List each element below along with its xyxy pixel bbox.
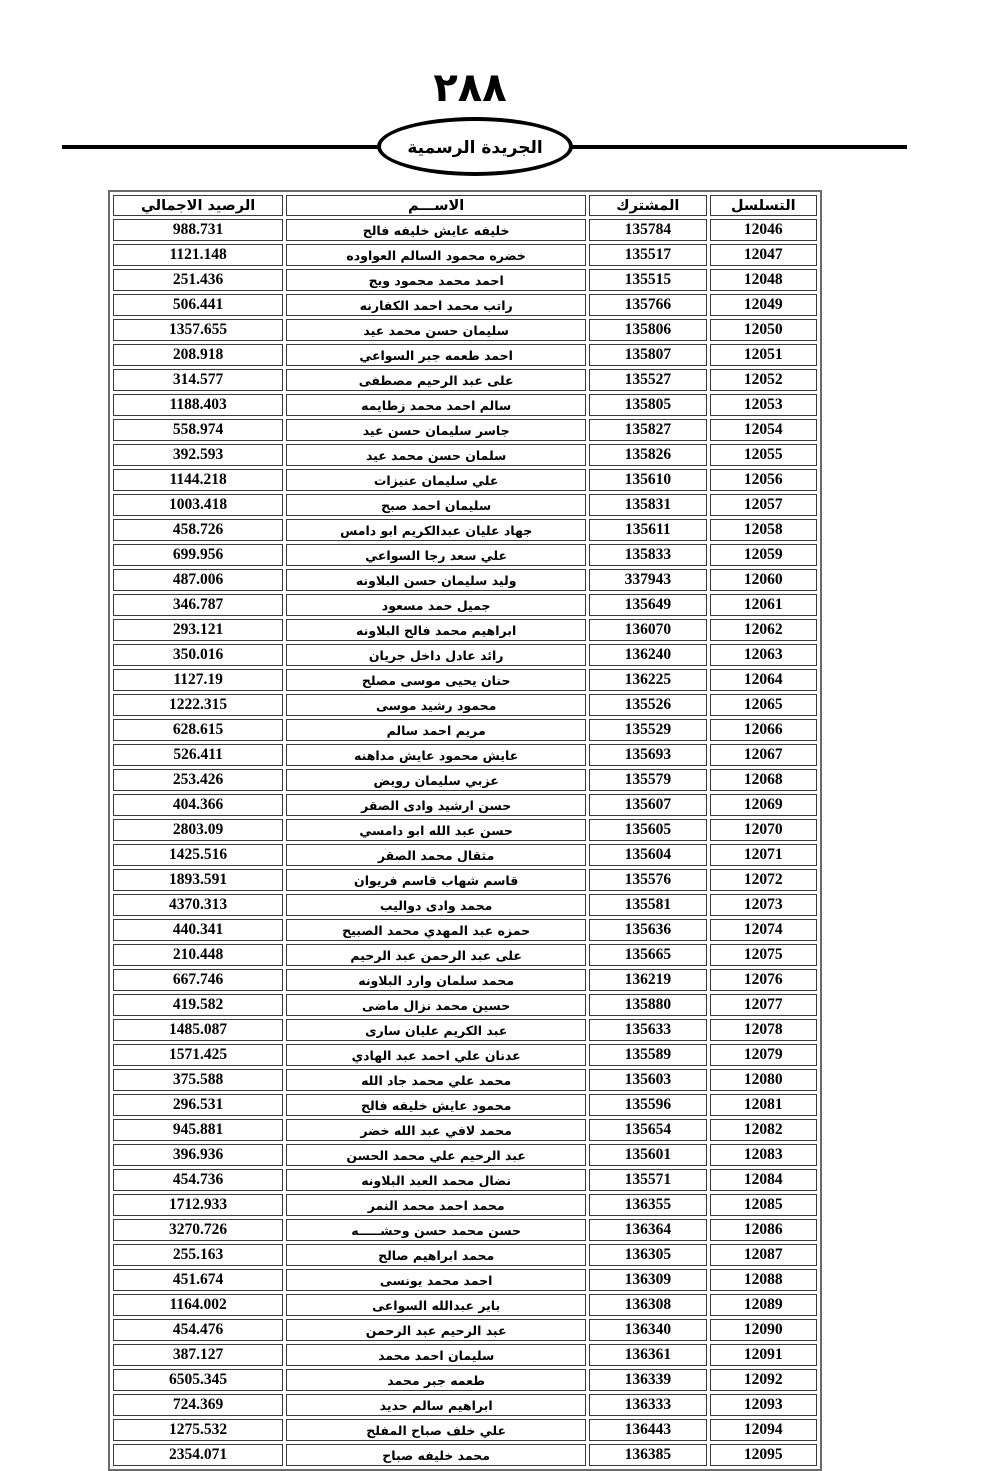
balance-cell: 387.127 <box>113 1344 283 1366</box>
name-cell: احمد محمد محمود ويج <box>286 269 586 291</box>
balance-cell: 1485.087 <box>113 1019 283 1041</box>
table-row <box>113 1094 817 1116</box>
subscriber-cell: 136225 <box>589 669 707 691</box>
subscriber-cell: 135603 <box>589 1069 707 1091</box>
balance-cell: 724.369 <box>113 1394 283 1416</box>
name-cell: احمد محمد يونسى <box>286 1269 586 1291</box>
records-table-header <box>113 195 817 216</box>
serial-cell: 12092 <box>710 1369 817 1391</box>
name-cell: محمد ابراهيم صالح <box>286 1244 586 1266</box>
name-cell: حمزه عبد المهدي محمد الصبيح <box>286 919 586 941</box>
table-row <box>113 444 817 466</box>
name-cell: قاسم شهاب قاسم فريوان <box>286 869 586 891</box>
serial-cell: 12047 <box>710 244 817 266</box>
balance-cell: 667.746 <box>113 969 283 991</box>
serial-cell: 12093 <box>710 1394 817 1416</box>
balance-cell: 296.531 <box>113 1094 283 1116</box>
name-cell: عبد الكريم عليان سارى <box>286 1019 586 1041</box>
subscriber-cell: 135605 <box>589 819 707 841</box>
serial-cell: 12095 <box>710 1444 817 1466</box>
subscriber-cell: 135807 <box>589 344 707 366</box>
serial-cell: 12088 <box>710 1269 817 1291</box>
balance-cell: 1121.148 <box>113 244 283 266</box>
name-cell: عزبي سليمان رويض <box>286 769 586 791</box>
balance-cell: 526.411 <box>113 744 283 766</box>
subscriber-cell: 135649 <box>589 594 707 616</box>
serial-cell: 12086 <box>710 1219 817 1241</box>
table-row <box>113 1244 817 1266</box>
name-cell: ابراهيم سالم حديد <box>286 1394 586 1416</box>
subscriber-cell: 135665 <box>589 944 707 966</box>
table-row <box>113 1069 817 1091</box>
table-row <box>113 844 817 866</box>
header-subscriber: المشترك <box>589 195 707 216</box>
name-cell: محمد احمد محمد النمر <box>286 1194 586 1216</box>
table-row <box>113 669 817 691</box>
serial-cell: 12069 <box>710 794 817 816</box>
balance-cell: 1571.425 <box>113 1044 283 1066</box>
name-cell: حسن محمد حسن وحشـــــه <box>286 1219 586 1241</box>
serial-cell: 12075 <box>710 944 817 966</box>
table-row <box>113 619 817 641</box>
name-cell: وليد سليمان حسن البلاونه <box>286 569 586 591</box>
subscriber-cell: 135827 <box>589 419 707 441</box>
name-cell: خضره محمود السالم العواوده <box>286 244 586 266</box>
name-cell: علي خلف صباح المفلح <box>286 1419 586 1441</box>
subscriber-cell: 135833 <box>589 544 707 566</box>
subscriber-cell: 135826 <box>589 444 707 466</box>
name-cell: سلمان حسن محمد عيد <box>286 444 586 466</box>
records-tbody <box>113 219 817 1466</box>
serial-cell: 12066 <box>710 719 817 741</box>
gazette-title-ellipse <box>377 117 573 176</box>
balance-cell: 945.881 <box>113 1119 283 1141</box>
subscriber-cell: 135654 <box>589 1119 707 1141</box>
subscriber-cell: 135529 <box>589 719 707 741</box>
subscriber-cell: 135576 <box>589 869 707 891</box>
balance-cell: 451.674 <box>113 1269 283 1291</box>
balance-cell: 458.726 <box>113 519 283 541</box>
subscriber-cell: 136339 <box>589 1369 707 1391</box>
table-row <box>113 544 817 566</box>
subscriber-cell: 337943 <box>589 569 707 591</box>
balance-cell: 1003.418 <box>113 494 283 516</box>
serial-cell: 12087 <box>710 1244 817 1266</box>
table-row <box>113 569 817 591</box>
subscriber-cell: 136309 <box>589 1269 707 1291</box>
table-row <box>113 319 817 341</box>
name-cell: طعمه جبر محمد <box>286 1369 586 1391</box>
balance-cell: 396.936 <box>113 1144 283 1166</box>
gazette-title: الجريدة الرسمية <box>407 137 543 158</box>
serial-cell: 12057 <box>710 494 817 516</box>
table-row <box>113 1294 817 1316</box>
balance-cell: 1893.591 <box>113 869 283 891</box>
balance-cell: 1127.19 <box>113 669 283 691</box>
serial-cell: 12060 <box>710 569 817 591</box>
serial-cell: 12072 <box>710 869 817 891</box>
serial-cell: 12061 <box>710 594 817 616</box>
subscriber-cell: 136219 <box>589 969 707 991</box>
name-cell: عدنان علي احمد عبد الهادي <box>286 1044 586 1066</box>
balance-cell: 350.016 <box>113 644 283 666</box>
balance-cell: 253.426 <box>113 769 283 791</box>
subscriber-cell: 136240 <box>589 644 707 666</box>
table-row <box>113 1394 817 1416</box>
balance-cell: 1188.403 <box>113 394 283 416</box>
balance-cell: 3270.726 <box>113 1219 283 1241</box>
table-row <box>113 969 817 991</box>
serial-cell: 12073 <box>710 894 817 916</box>
subscriber-cell: 135766 <box>589 294 707 316</box>
page-number: ٢٨٨ <box>433 65 507 111</box>
table-row <box>113 919 817 941</box>
subscriber-cell: 135805 <box>589 394 707 416</box>
balance-cell: 628.615 <box>113 719 283 741</box>
balance-cell: 208.918 <box>113 344 283 366</box>
serial-cell: 12079 <box>710 1044 817 1066</box>
balance-cell: 454.476 <box>113 1319 283 1341</box>
subscriber-cell: 135517 <box>589 244 707 266</box>
balance-cell: 375.588 <box>113 1069 283 1091</box>
table-row <box>113 1019 817 1041</box>
subscriber-cell: 136385 <box>589 1444 707 1466</box>
name-cell: جميل حمد مسعود <box>286 594 586 616</box>
subscriber-cell: 136308 <box>589 1294 707 1316</box>
balance-cell: 251.436 <box>113 269 283 291</box>
subscriber-cell: 135596 <box>589 1094 707 1116</box>
serial-cell: 12056 <box>710 469 817 491</box>
name-cell: سليمان احمد صبح <box>286 494 586 516</box>
header-balance: الرصيد الاجمالي <box>113 195 283 216</box>
serial-cell: 12085 <box>710 1194 817 1216</box>
serial-cell: 12077 <box>710 994 817 1016</box>
subscriber-cell: 135581 <box>589 894 707 916</box>
table-row <box>113 944 817 966</box>
table-row <box>113 1119 817 1141</box>
name-cell: احمد طعمه جبر السواعي <box>286 344 586 366</box>
name-cell: خليفه عايش خليفه فالح <box>286 219 586 241</box>
subscriber-cell: 135604 <box>589 844 707 866</box>
serial-cell: 12067 <box>710 744 817 766</box>
balance-cell: 1712.933 <box>113 1194 283 1216</box>
balance-cell: 293.121 <box>113 619 283 641</box>
serial-cell: 12062 <box>710 619 817 641</box>
name-cell: جهاد عليان عبدالكريم ابو دامس <box>286 519 586 541</box>
subscriber-cell: 136340 <box>589 1319 707 1341</box>
table-row <box>113 1419 817 1441</box>
header-row <box>113 195 817 216</box>
table-row <box>113 819 817 841</box>
name-cell: سالم احمد محمد زطايمه <box>286 394 586 416</box>
subscriber-cell: 136355 <box>589 1194 707 1216</box>
subscriber-cell: 135693 <box>589 744 707 766</box>
serial-cell: 12084 <box>710 1169 817 1191</box>
balance-cell: 346.787 <box>113 594 283 616</box>
name-cell: مثقال محمد الصقر <box>286 844 586 866</box>
balance-cell: 255.163 <box>113 1244 283 1266</box>
name-cell: رائد عادل داخل جريان <box>286 644 586 666</box>
table-row <box>113 219 817 241</box>
subscriber-cell: 136443 <box>589 1419 707 1441</box>
balance-cell: 4370.313 <box>113 894 283 916</box>
serial-cell: 12051 <box>710 344 817 366</box>
table-row <box>113 244 817 266</box>
balance-cell: 2803.09 <box>113 819 283 841</box>
balance-cell: 1275.532 <box>113 1419 283 1441</box>
subscriber-cell: 136070 <box>589 619 707 641</box>
balance-cell: 2354.071 <box>113 1444 283 1466</box>
serial-cell: 12070 <box>710 819 817 841</box>
balance-cell: 440.341 <box>113 919 283 941</box>
table-row <box>113 794 817 816</box>
balance-cell: 1222.315 <box>113 694 283 716</box>
balance-cell: 1164.002 <box>113 1294 283 1316</box>
name-cell: سليمان احمد محمد <box>286 1344 586 1366</box>
table-row <box>113 1444 817 1466</box>
name-cell: عايش محمود عايش مداهنه <box>286 744 586 766</box>
serial-cell: 12082 <box>710 1119 817 1141</box>
records-table <box>108 190 822 1471</box>
subscriber-cell: 135611 <box>589 519 707 541</box>
serial-cell: 12090 <box>710 1319 817 1341</box>
table-row <box>113 1344 817 1366</box>
name-cell: عبد الرحيم عبد الرحمن <box>286 1319 586 1341</box>
serial-cell: 12050 <box>710 319 817 341</box>
name-cell: حسن ارشيد وادى الصقر <box>286 794 586 816</box>
serial-cell: 12071 <box>710 844 817 866</box>
name-cell: عبد الرحيم علي محمد الحسن <box>286 1144 586 1166</box>
serial-cell: 12048 <box>710 269 817 291</box>
balance-cell: 314.577 <box>113 369 283 391</box>
name-cell: محمود رشيد موسى <box>286 694 586 716</box>
subscriber-cell: 135526 <box>589 694 707 716</box>
table-row <box>113 519 817 541</box>
table-row <box>113 719 817 741</box>
table-row <box>113 1369 817 1391</box>
name-cell: حسين محمد نزال ماضى <box>286 994 586 1016</box>
serial-cell: 12049 <box>710 294 817 316</box>
table-row <box>113 344 817 366</box>
balance-cell: 6505.345 <box>113 1369 283 1391</box>
name-cell: مريم احمد سالم <box>286 719 586 741</box>
table-row <box>113 869 817 891</box>
subscriber-cell: 135589 <box>589 1044 707 1066</box>
serial-cell: 12052 <box>710 369 817 391</box>
subscriber-cell: 136364 <box>589 1219 707 1241</box>
table-row <box>113 894 817 916</box>
table-row <box>113 1044 817 1066</box>
table-row <box>113 644 817 666</box>
name-cell: محمد وادى دواليب <box>286 894 586 916</box>
serial-cell: 12068 <box>710 769 817 791</box>
subscriber-cell: 135579 <box>589 769 707 791</box>
subscriber-cell: 135607 <box>589 794 707 816</box>
name-cell: محمود عايش خليفه فالح <box>286 1094 586 1116</box>
balance-cell: 454.736 <box>113 1169 283 1191</box>
serial-cell: 12076 <box>710 969 817 991</box>
table-row <box>113 1194 817 1216</box>
balance-cell: 487.006 <box>113 569 283 591</box>
serial-cell: 12078 <box>710 1019 817 1041</box>
table-row <box>113 1319 817 1341</box>
table-row <box>113 694 817 716</box>
name-cell: محمد خليفه صباح <box>286 1444 586 1466</box>
table-row <box>113 269 817 291</box>
header-serial: التسلسل <box>710 195 817 216</box>
name-cell: باير عبدالله السواعى <box>286 1294 586 1316</box>
balance-cell: 988.731 <box>113 219 283 241</box>
name-cell: حسن عبد الله ابو دامسي <box>286 819 586 841</box>
name-cell: ابراهيم محمد فالح البلاونه <box>286 619 586 641</box>
subscriber-cell: 135527 <box>589 369 707 391</box>
name-cell: راتب محمد احمد الكفارنه <box>286 294 586 316</box>
serial-cell: 12063 <box>710 644 817 666</box>
serial-cell: 12089 <box>710 1294 817 1316</box>
table-row <box>113 1269 817 1291</box>
balance-cell: 210.448 <box>113 944 283 966</box>
subscriber-cell: 135571 <box>589 1169 707 1191</box>
name-cell: على عبد الرحيم مصطفى <box>286 369 586 391</box>
serial-cell: 12065 <box>710 694 817 716</box>
table-row <box>113 744 817 766</box>
balance-cell: 419.582 <box>113 994 283 1016</box>
name-cell: محمد سلمان وارد البلاونه <box>286 969 586 991</box>
subscriber-cell: 135880 <box>589 994 707 1016</box>
table-row <box>113 1169 817 1191</box>
subscriber-cell: 136333 <box>589 1394 707 1416</box>
serial-cell: 12054 <box>710 419 817 441</box>
balance-cell: 392.593 <box>113 444 283 466</box>
subscriber-cell: 135633 <box>589 1019 707 1041</box>
name-cell: على عبد الرحمن عبد الرحيم <box>286 944 586 966</box>
table-row <box>113 594 817 616</box>
table-row <box>113 294 817 316</box>
subscriber-cell: 135784 <box>589 219 707 241</box>
balance-cell: 1144.218 <box>113 469 283 491</box>
balance-cell: 558.974 <box>113 419 283 441</box>
balance-cell: 404.366 <box>113 794 283 816</box>
name-cell: محمد علي محمد جاد الله <box>286 1069 586 1091</box>
subscriber-cell: 136305 <box>589 1244 707 1266</box>
serial-cell: 12074 <box>710 919 817 941</box>
serial-cell: 12058 <box>710 519 817 541</box>
subscriber-cell: 135636 <box>589 919 707 941</box>
table-row <box>113 994 817 1016</box>
balance-cell: 1357.655 <box>113 319 283 341</box>
serial-cell: 12083 <box>710 1144 817 1166</box>
serial-cell: 12059 <box>710 544 817 566</box>
serial-cell: 12046 <box>710 219 817 241</box>
table-row <box>113 394 817 416</box>
table-row <box>113 469 817 491</box>
serial-cell: 12064 <box>710 669 817 691</box>
name-cell: حنان يحيى موسى مصلح <box>286 669 586 691</box>
subscriber-cell: 135831 <box>589 494 707 516</box>
serial-cell: 12080 <box>710 1069 817 1091</box>
header-name: الاســـم <box>286 195 586 216</box>
subscriber-cell: 135515 <box>589 269 707 291</box>
table-row <box>113 769 817 791</box>
subscriber-cell: 136361 <box>589 1344 707 1366</box>
subscriber-cell: 135610 <box>589 469 707 491</box>
name-cell: نضال محمد العبد البلاونه <box>286 1169 586 1191</box>
name-cell: جاسر سليمان حسن عيد <box>286 419 586 441</box>
serial-cell: 12053 <box>710 394 817 416</box>
subscriber-cell: 135601 <box>589 1144 707 1166</box>
balance-cell: 699.956 <box>113 544 283 566</box>
serial-cell: 12094 <box>710 1419 817 1441</box>
table-row <box>113 494 817 516</box>
serial-cell: 12055 <box>710 444 817 466</box>
name-cell: علي سعد رجا السواعي <box>286 544 586 566</box>
name-cell: محمد لافي عبد الله خضر <box>286 1119 586 1141</box>
table-row <box>113 369 817 391</box>
table-row <box>113 1144 817 1166</box>
serial-cell: 12081 <box>710 1094 817 1116</box>
serial-cell: 12091 <box>710 1344 817 1366</box>
balance-cell: 506.441 <box>113 294 283 316</box>
name-cell: سليمان حسن محمد عيد <box>286 319 586 341</box>
table-row <box>113 419 817 441</box>
subscriber-cell: 135806 <box>589 319 707 341</box>
balance-cell: 1425.516 <box>113 844 283 866</box>
table-row <box>113 1219 817 1241</box>
name-cell: علي سليمان عنيزات <box>286 469 586 491</box>
